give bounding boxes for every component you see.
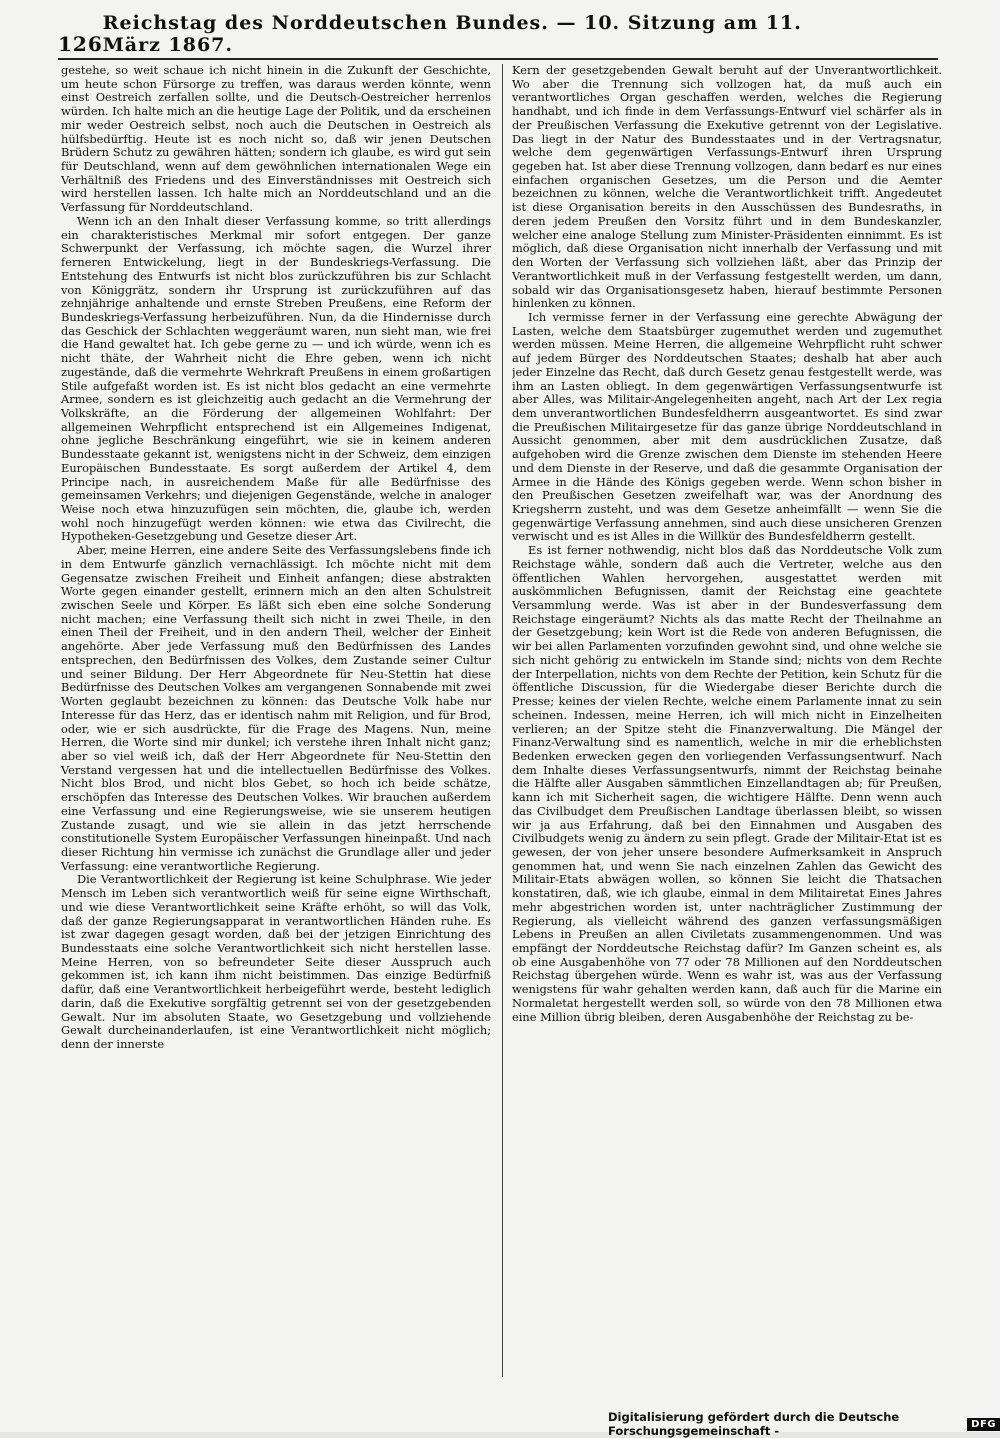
- column-divider: [502, 64, 503, 1377]
- paragraph: Kern der gesetzgebenden Gewalt beruht auf der Unverantwortlichkeit. Wo aber die Trennung sich vollzogen hat, da muß auch ein verantwortliches Organ geschaffen werden, welches die Regierung handhabt, und ich finde in dem Verfassungs-Entwurf viel schärfer als in der Preußischen Verfassung die Exekutive getrennt von der Legislative. Das liegt in der Natur des Bundesstaates und in der Vertragsnatur, welche dem gegenwärtigen Verfassungs-Entwurf ihren Ursprung gegeben hat. Ist aber diese Trennung vollzogen, dann bedarf es nur eines einfachen organischen Gesetzes, um die Person und die Aemter bezeichnen zu können, welche die Verantwortlichkeit trifft. Angedeutet ist diese Organisation bereits in den Ausschüssen des Bundesraths, in deren jedem Preußen den Vorsitz führt und in dem Bundeskanzler, welcher eine analoge Stellung zum Minister-Präsidenten einnimmt. Es ist möglich, daß diese Organisation nicht innerhalb der Verfassung und mit den Worten der Verfassung sich vollziehen läßt, aber das Prinzip der Verantwortlichkeit muß in der Verfassung festgestellt werden, um dann, sobald wir das Organisationsgesetz haben, hierauf bestimmte Personen hinlenken zu können.: [512, 64, 942, 311]
- page-number: 126: [58, 32, 103, 56]
- right-column: [512, 64, 942, 1377]
- paragraph: Es ist ferner nothwendig, nicht blos daß das Norddeutsche Volk zum Reichstage wähle, sondern daß auch die Vertreter, welche aus den öffentlichen Wahlen hervorgehen, ausgestattet werden mit auskömmlichen Befugnissen, damit der Reichstag eine geachtete Versammlung werde. Was ist aber in der Bundesverfassung dem Reichstage eingeräumt? Nichts als das matte Recht der Theilnahme an der Gesetzgebung; kein Wort ist die Rede von anderen Befugnissen, die wir bei allen Parlamenten vorzufinden gewohnt sind, und ohne welche sie sich nicht gehörig zu entwickeln im Stande sind; nichts von dem Rechte der Interpellation, nichts von dem Rechte der Petition, kein Schutz für die öffentliche Discussion, für die Wiedergabe dieser Berichte durch die Presse; keines der vielen Rechte, welche einem Parlamente innat zu sein scheinen. Indessen, meine Herren, ich will mich nicht in Einzelheiten verlieren; an der Spitze steht die Finanzverwaltung. Die Mängel der Finanz-Verwaltung sind es namentlich, welche in mir die erheblichsten Bedenken erwecken gegen den vorliegenden Verfassungsentwurf. Nach dem Inhalte dieses Verfassungsentwurfs, nimmt der Reichstag beinahe die Hälfte aller Ausgaben sämmtlichen Einzellandtagen ab; für Preußen, kann ich mit Sicherheit sagen, die wichtigere Hälfte. Denn wenn auch das Civilbudget dem Preußischen Landtage überlassen bleibt, so wissen wir ja aus Erfahrung, daß bei den Einnahmen und Ausgaben des Civilbudgets wenig zu ändern zu sein pflegt. Grade der Militair-Etat ist es gewesen, der von jeher unsere besondere Aufmerksamkeit in Anspruch genommen hat, und wenn Sie nach einzelnen Zahlen das Gewicht des Militair-Etats abwägen wollen, so können Sie leicht die Thatsachen konstatiren, daß, wie ich glaube, einmal in dem Militairetat Eines Jahres mehr abgestrichen worden ist, unter nachträglicher Zustimmung der Regierung, als vielleicht während des ganzen verfassungsmäßigen Lebens in Preußen an allen Civiletats zusammengenommen. Und was empfängt der Norddeutsche Reichstag dafür? Im Ganzen scheint es, als ob eine Ausgabenhöhe von 77 oder 78 Millionen auf den Norddeutschen Reichstag übergehen würde. Wenn es wahr ist, was aus der Verfassung wenigstens für wahr gehalten werden kann, daß auch für die Marine ein Normaletat hergestellt werden soll, so würde von den 78 Millionen etwa eine Million übrig bleiben, deren Ausgabenhöhe der Reichstag zu be-: [512, 543, 942, 1024]
- paragraph: Ich vermisse ferner in der Verfassung eine gerechte Abwägung der Lasten, welche dem Staatsbürger zugemuthet werden und zugemuthet werden müssen. Meine Herren, die allgemeine Wehrpflicht ruht schwer auf jedem Bürger des Norddeutschen Staates; deshalb hat aber auch jeder Einzelne das Recht, daß durch Gesetz genau festgestellt werde, was ihm an Lasten obliegt. In dem gegenwärtigen Verfassungsentwurfe ist aber Alles, was Militair-Angelegenheiten angeht, nach Art der Lex regia dem unverantwortlichen Bundesfeldherrn ausgeantwortet. Es sind zwar die Preußischen Militairgesetze für das ganze übrige Norddeutschland in Aussicht genommen, aber mit dem ausdrücklichen Zusatze, daß aufgehoben wird die Grenze zwischen dem Dienste im stehenden Heere und dem Dienste in der Reserve, und daß die gesammte Organisation der Armee in die Hände des Königs gegeben werde. Wenn schon bisher in den Preußischen Gesetzen zweifelhaft war, was der Anordnung des Kriegsherrn zusteht, und was dem Gesetze anheimfällt — wenn Sie die gegenwärtige Verfassung annehmen, sind auch diese unsicheren Grenzen verwischt und es ist Alles in die Willkür des Bundesfeldherrn gestellt.: [512, 309, 942, 544]
- paragraph: Wenn ich an den Inhalt dieser Verfassung komme, so tritt allerdings ein charakteristisches Merkmal mir sofort entgegen. Der ganze Schwerpunkt der Verfassung, ich möchte sagen, die Wurzel ihrer ferneren Entwickelung, liegt in der Bundeskriegs-Verfassung. Die Entstehung des Entwurfs ist nicht blos zurückzuführen bis zur Schlacht von Königgrätz, sondern ihr Ursprung ist zurückzuführen auf das zehnjährige anhaltende und ernste Streben Preußens, eine Reform der Bundeskriegs-Verfassung herbeizuführen. Nun, da die Hindernisse durch das Geschick der Schlachten weggeräumt waren, nun sieht man, wie frei die Hand gewaltet hat. Ich gebe gerne zu — und ich würde, wenn ich es nicht thäte, der Wahrheit nicht die Ehre geben, wenn ich nicht zugeständе, daß die vermehrte Wehrkraft Preußens in einem großartigen Stile aufgefaßt worden ist. Es ist nicht blos gedacht an eine vermehrte Armee, sondern es ist gleichzeitig auch gedacht an die Vermehrung der Volkskräfte, an die Förderung der allgemeinen Wohlfahrt: Der allgemeinen Wehrpflicht entsprechend ist ein Allgemeines Indigenat, ohne jegliche Beschränkung eingeführt, wie sie in keinem anderen Bundesstaate gekannt ist, wenigstens nicht in der Schweiz, dem einzigen Europäischen Bundesstaate. Es sorgt außerdem der Artikel 4, dem Principe nach, in ausreichendem Maße für alle Bedürfnisse des gemeinsamen Verkehrs; und diejenigen Gegenstände, welche in analoger Weise noch etwa hinzuzufügen sein möchten, die, glaube ich, werden wohl noch hinzugefügt werden können: wie etwa das Civilrecht, die Hypotheken-Gesetzgebung und Gesetze dieser Art.: [61, 213, 491, 544]
- paragraph: Die Verantwortlichkeit der Regierung ist keine Schulphrase. Wie jeder Mensch im Leben sich verantwortlich weiß für seine eigne Wirthschaft, und wie diese Verantwortlichkeit seine Kräfte erhöht, so will das Volk, daß der ganze Regierungsapparat in verantwortlichen Händen ruhe. Es ist zwar dagegen gesagt worden, daß bei der jetzigen Einrichtung des Bundesstaats eine solche Verantwortlichkeit sich nicht herstellen lasse. Meine Herren, von so befreundeter Seite dieser Ausspruch auch gekommen ist, ich kann ihm nicht beistimmen. Das einzige Bedürfniß dafür, daß eine Verantwortlichkeit herbeigeführt werde, besteht lediglich darin, daß die Exekutive sorgfältig getrennt sei von der gesetzgebenden Gewalt. Nur im absoluten Staate, wo Gesetzgebung und vollziehende Gewalt durcheinanderlaufen, ist eine Verantwortlichkeit nicht möglich; denn der innerste: [61, 872, 491, 1052]
- running-title: Reichstag des Norddeutschen Bundes. — 10. Sitzung am 11. März 1867.: [102, 12, 802, 56]
- digitization-footer: [608, 1410, 1000, 1438]
- left-column: [61, 64, 491, 1377]
- page-header: [58, 12, 938, 60]
- funding-credit: Digitalisierung gefördert durch die Deutsche Forschungsgemeinschaft -: [608, 1410, 900, 1438]
- paragraph: Aber, meine Herren, eine andere Seite des Verfassungslebens finde ich in dem Entwurfe gänzlich vernachlässigt. Ich möchte nicht mit dem Gegensatze zwischen Freiheit und Einheit anfangen; diese abstrakten Worte gegen einander gestellt, erinnern mich an den alten Schulstreit zwischen Seele und Körper. Es läßt sich eben eine solche Sonderung nicht machen; eine Verfassung theilt sich nicht in zwei Theile, in den einen Theil der Freiheit, und in den andern Theil, welcher der Einheit angehörte. Aber jede Verfassung muß den Bedürfnissen des Landes entsprechen, den Bedürfnissen des Volkes, dem Zustande seiner Cultur und seiner Bildung. Der Herr Abgeordnete für Neu-Stettin hat diese Bedürfnisse des Deutschen Volkes am vergangenen Sonnabende mit zwei Worten geglaubt bezeichnen zu können: das Deutsche Volk habe nur Interesse für das Herz, das er identisch nahm mit Religion, und für Brod, oder, wie er sich ausdrückte, für die Frage des Magens. Nun, meine Herren, die Worte sind mir dunkel; ich verstehe ihren Inhalt nicht ganz; aber so viel weiß ich, daß der Herr Abgeordnete für Neu-Stettin den Verstand vergessen hat und die intellectuellen Bedürfnisse des Volkes. Nicht blos Brod, und nicht blos Gebet, so hoch ich beide schätze, erschöpfen das Interesse des Deutschen Volkes. Wir brauchen außerdem eine Verfassung und eine Regierungsweise, wie sie unserem heutigen Zustande zusagt, und wie sie allein in das jetzt herrschende constitutionelle System Europäischer Verfassungen hineinpaßt. Und nach dieser Richtung hin vermisse ich zunächst die Grundlage aller und jeder Verfassung: eine verantwortliche Regierung.: [61, 543, 491, 873]
- paragraph: gestehe, so weit schaue ich nicht hinein in die Zukunft der Geschichte, um heute schon Fürsorge zu treffen, was daraus werden könnte, wenn einst Oestreich zerfallen sollte, und die Deutsch-Oestreicher herrenlos würden. Ich halte mich an die heutige Lage der Politik, und da erscheinen mir weder Oestreich selbst, noch auch die Deutschen in Oestreich als hülfsbedürftig. Heute ist es noch nicht so, daß wir jenen Deutschen Brüdern Schutz zu gewähren hätten; sondern ich glaube, es wird gut sein für Deutschland, wenn auf dem gewöhnlichen internationalen Wege ein Verhältniß des Friedens und des Einverständnisses mit Oestreich sich wird herstellen lassen. Ich halte mich an Norddeutschland und an die Verfassung für Norddeutschland.: [61, 64, 491, 215]
- dfg-logo: DFG: [967, 1418, 1000, 1431]
